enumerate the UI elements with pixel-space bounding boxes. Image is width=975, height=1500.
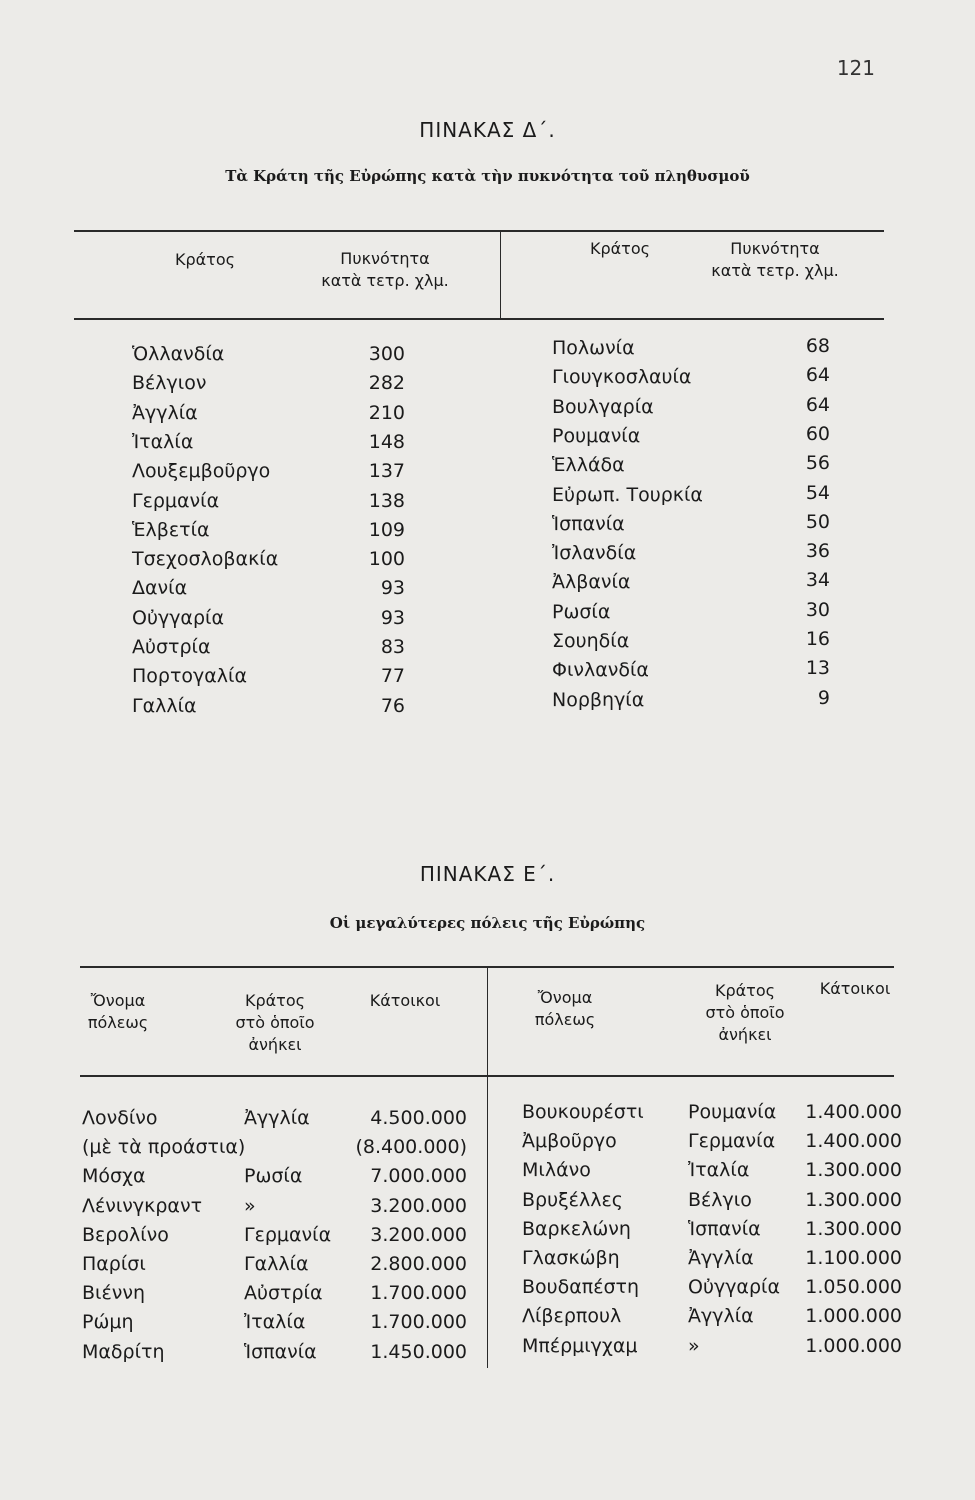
table-d-header-rule (74, 318, 884, 320)
table-e-header-population-right: Κάτοικοι (819, 979, 891, 998)
density-state-name: Οὐγγαρία (132, 606, 224, 629)
density-value: 109 (368, 518, 405, 541)
density-state-name: Ἀγγλία (132, 401, 198, 424)
density-value: 64 (805, 364, 830, 387)
city-state: Ἀγγλία (688, 1247, 754, 1269)
city-name: Λονδίνο (82, 1107, 158, 1129)
table-d-header-state-left: Κράτος (174, 250, 235, 269)
header-line: πόλεως (87, 1013, 149, 1032)
city-population: 1.100.000 (805, 1247, 902, 1269)
city-state: Οὐγγαρία (688, 1276, 780, 1299)
city-population: 7.000.000 (370, 1165, 467, 1188)
table-e-subtitle: Οἱ μεγαλύτερες πόλεις τῆς Εὐρώπης (329, 914, 646, 932)
city-population: 1.000.000 (805, 1334, 902, 1357)
city-state: Ἀγγλία (688, 1305, 754, 1328)
header-line: ἀνήκει (718, 1025, 772, 1044)
table-e-divider (487, 968, 488, 1368)
table-e-header-state-right (690, 980, 800, 1046)
table-d-header-density-left (300, 248, 470, 292)
density-state-name: Γιουγκοσλαυία (552, 366, 692, 389)
city-state: Ἀγγλία (244, 1107, 310, 1129)
city-population: 4.500.000 (370, 1107, 467, 1129)
city-name: Βερολίνο (82, 1223, 169, 1246)
header-line: Κράτος (244, 991, 305, 1010)
density-state-name: Ρωσία (552, 600, 611, 623)
density-value: 30 (805, 598, 830, 621)
city-population: 1.300.000 (805, 1217, 902, 1240)
city-name: Βαρκελώνη (522, 1217, 631, 1240)
table-e-header-population-left: Κάτοικοι (369, 991, 441, 1010)
header-line: στὸ ὁποῖο (235, 1013, 315, 1032)
city-state: Ρωσία (244, 1165, 303, 1188)
density-value: 60 (805, 422, 830, 445)
city-name: (μὲ τὰ προάστια) (82, 1136, 246, 1159)
density-value: 148 (368, 430, 405, 453)
density-state-name: Σουηδία (552, 630, 630, 652)
header-line: στὸ ὁποῖο (705, 1003, 785, 1022)
table-e-title: ΠΙΝΑΚΑΣ Ε΄. (419, 862, 556, 886)
city-population: 1.700.000 (370, 1282, 467, 1305)
city-population: 1.400.000 (805, 1101, 902, 1123)
table-e-header-state-left (220, 990, 330, 1056)
density-value: 76 (380, 694, 405, 717)
city-state: Ἰταλία (244, 1311, 306, 1334)
density-state-name: Τσεχοσλοβακία (132, 548, 279, 571)
header-line: Πυκνότητα (730, 239, 820, 258)
city-state: Ἰταλία (688, 1159, 750, 1182)
city-population: 1.300.000 (805, 1159, 902, 1182)
density-value: 300 (368, 343, 405, 365)
city-name: Ρώμη (82, 1311, 134, 1334)
header-line: Κράτος (714, 981, 775, 1000)
city-name: Γλασκώβη (522, 1247, 620, 1269)
city-population: 1.050.000 (805, 1276, 902, 1299)
city-name: Μιλάνο (522, 1159, 591, 1182)
city-name: Μόσχα (82, 1165, 146, 1188)
density-value: 13 (805, 657, 830, 680)
header-line: κατὰ τετρ. χλμ. (711, 261, 839, 280)
city-name: Βιέννη (82, 1282, 146, 1305)
table-e-header-city-right (520, 987, 610, 1031)
density-state-name: Ἑλλάδα (552, 454, 625, 477)
density-state-name: Ἰσλανδία (552, 542, 637, 565)
city-population: 1.450.000 (370, 1340, 467, 1363)
density-state-name: Εὐρωπ. Τουρκία (552, 483, 703, 506)
density-state-name: Νορβηγία (552, 688, 645, 711)
density-value: 56 (805, 452, 830, 475)
density-value: 77 (380, 665, 405, 688)
density-value: 16 (805, 628, 830, 650)
table-d-divider (500, 232, 501, 318)
table-d-top-rule (74, 230, 884, 232)
city-name: Παρίσι (82, 1253, 146, 1275)
city-state: Γαλλία (244, 1253, 309, 1275)
density-state-name: Ὁλλανδία (132, 343, 225, 365)
header-line: κατὰ τετρ. χλμ. (321, 271, 449, 290)
city-state: Ἱσπανία (688, 1217, 761, 1240)
city-name: Βουδαπέστη (522, 1276, 640, 1299)
density-state-name: Ἑλβετία (132, 518, 210, 541)
header-line: πόλεως (534, 1010, 596, 1029)
density-value: 50 (805, 510, 830, 533)
city-state: Γερμανία (688, 1130, 776, 1153)
density-state-name: Λουξεμβοῦργο (132, 460, 271, 483)
density-state-name: Δανία (132, 577, 188, 600)
density-value: 93 (380, 606, 405, 629)
density-value: 34 (805, 569, 830, 592)
density-value: 54 (805, 481, 830, 504)
density-state-name: Ἀλβανία (552, 571, 631, 594)
density-state-name: Βέλγιον (132, 372, 207, 395)
density-state-name: Πολωνία (552, 337, 635, 359)
density-value: 68 (805, 335, 830, 357)
density-value: 64 (805, 393, 830, 416)
density-state-name: Φινλανδία (552, 659, 649, 682)
city-name: Μπέρμιγχαμ (522, 1334, 638, 1357)
density-state-name: Ἰταλία (132, 430, 194, 453)
header-line: Ὄνομα (90, 991, 146, 1010)
table-e-header-city-left (78, 990, 158, 1034)
city-population: 2.800.000 (370, 1253, 467, 1275)
density-value: 138 (368, 489, 405, 512)
table-d-header-state-right: Κράτος (589, 239, 650, 258)
city-state: Βέλγιο (688, 1188, 752, 1211)
city-state: Ἱσπανία (244, 1340, 317, 1363)
city-name: Λένινγκραντ (82, 1194, 203, 1217)
table-d-title: ΠΙΝΑΚΑΣ Δ΄. (419, 118, 556, 142)
density-state-name: Αὐστρία (132, 636, 211, 658)
city-population: 1.000.000 (805, 1305, 902, 1328)
city-state: Γερμανία (244, 1223, 332, 1246)
density-state-name: Γερμανία (132, 489, 220, 512)
density-state-name: Ρουμανία (552, 424, 641, 447)
city-state: Αὐστρία (244, 1282, 323, 1305)
density-state-name: Πορτογαλία (132, 665, 248, 688)
density-value: 36 (805, 540, 830, 563)
city-name: Μαδρίτη (82, 1340, 165, 1363)
city-name: Ἀμβοῦργο (522, 1130, 617, 1153)
city-name: Λίβερπουλ (522, 1305, 622, 1328)
density-state-name: Βουλγαρία (552, 395, 654, 418)
density-value: 137 (368, 460, 405, 483)
city-population: 3.200.000 (370, 1194, 467, 1217)
density-value: 100 (368, 548, 405, 571)
city-name: Βουκουρέστι (522, 1101, 644, 1123)
density-state-name: Γαλλία (132, 694, 197, 717)
page-number: 121 (836, 56, 875, 80)
city-population: 3.200.000 (370, 1223, 467, 1246)
header-line: Ὄνομα (537, 988, 593, 1007)
density-value: 83 (380, 636, 405, 658)
table-d-header-density-right (690, 238, 860, 282)
city-name: Βρυξέλλες (522, 1188, 623, 1211)
city-population: 1.300.000 (805, 1188, 902, 1211)
city-population: 1.400.000 (805, 1130, 902, 1153)
city-population: (8.400.000) (355, 1136, 467, 1159)
header-line: Πυκνότητα (340, 249, 430, 268)
city-state: » (688, 1334, 700, 1357)
density-value: 210 (368, 401, 405, 424)
density-value: 282 (368, 372, 405, 395)
table-d-subtitle: Τὰ Κράτη τῆς Εὐρώπης κατὰ τὴν πυκνότητα τοῦ πληθυσμοῦ (225, 167, 750, 185)
city-state: » (244, 1194, 256, 1217)
city-population: 1.700.000 (370, 1311, 467, 1334)
city-state: Ρουμανία (688, 1101, 777, 1123)
header-line: ἀνήκει (248, 1035, 302, 1054)
density-state-name: Ἱσπανία (552, 512, 625, 535)
density-value: 9 (817, 686, 830, 709)
density-value: 93 (380, 577, 405, 600)
